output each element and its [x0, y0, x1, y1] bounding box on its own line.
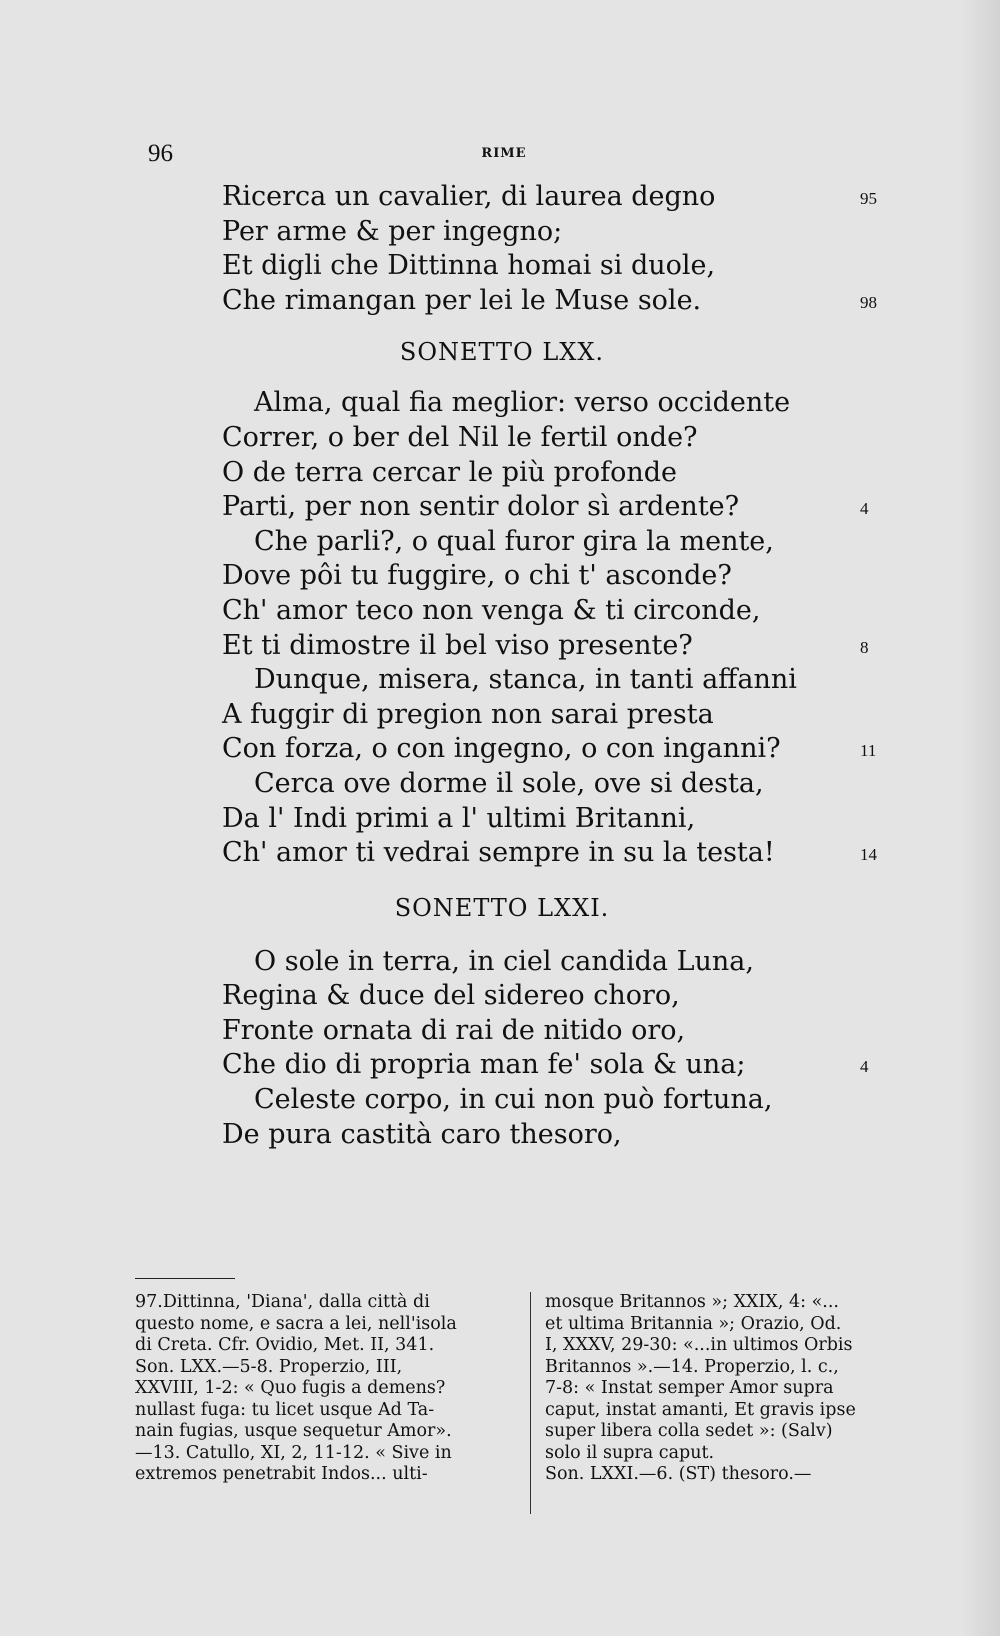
sonnet-71-lines	[222, 945, 902, 1153]
line-number: 4	[860, 499, 869, 519]
running-head: RIME	[481, 146, 527, 161]
poem-line	[222, 732, 902, 767]
poem-line-text: Fronte ornata di rai de nitido oro,	[222, 1014, 686, 1046]
poem-line-text: Per arme & per ingegno;	[222, 215, 563, 247]
page-number: 96	[148, 140, 173, 167]
poem-line	[222, 629, 902, 664]
poem-line-text: O sole in terra, in ciel candida Luna,	[254, 945, 754, 977]
poem-line	[222, 284, 902, 319]
poem-line-text: Et ti dimostre il bel viso presente?	[222, 629, 693, 661]
footnotes	[135, 1292, 905, 1522]
line-number: 14	[860, 845, 877, 865]
poem-line-text: Celeste corpo, in cui non può fortuna,	[254, 1084, 773, 1116]
poem-line	[222, 1083, 902, 1118]
page-header	[148, 140, 860, 180]
poem-line-text: Alma, qual fia meglior: verso occidente	[254, 387, 791, 419]
poem-line-text: Et digli che Dittinna homai si duole,	[222, 250, 716, 282]
footnote-line: 97.Dittinna, 'Diana', dalla città di	[135, 1292, 430, 1312]
poem-line-text: Con forza, o con ingegno, o con inganni?	[222, 733, 781, 765]
poem-text-block	[222, 180, 902, 1152]
poem-line	[222, 386, 902, 421]
footnote-line: 7-8: « Instat semper Amor supra	[545, 1378, 834, 1398]
poem-line-text: Che parli?, o qual furor gira la mente,	[254, 525, 774, 557]
poem-line	[222, 525, 902, 560]
sonnet-70-lines	[222, 386, 902, 870]
footnote-line: questo nome, e sacra a lei, nell'isola	[135, 1313, 457, 1334]
footnotes-right-column	[530, 1292, 915, 1514]
footnote-line: solo il supra caput.	[545, 1442, 715, 1463]
poem-line	[222, 663, 902, 698]
footnote-line: —13. Catullo, XI, 2, 11-12. « Sive in	[135, 1442, 452, 1463]
poem-line-text: Parti, per non sentir dolor sì ardente?	[222, 491, 740, 523]
poem-line	[222, 1048, 902, 1083]
line-number: 98	[860, 292, 877, 312]
poem-line	[222, 1014, 902, 1049]
line-number: 8	[860, 637, 869, 657]
line-number: 4	[860, 1057, 869, 1077]
poem-line	[222, 979, 902, 1014]
footnote-line: et ultima Britannia »; Orazio, Od.	[545, 1313, 842, 1334]
poem-line	[222, 559, 902, 594]
poem-line	[222, 698, 902, 733]
poem-line-text: Ch' amor teco non venga & ti circonde,	[222, 594, 761, 626]
poem-line-text: De pura castità caro thesoro,	[222, 1118, 622, 1150]
line-number: 11	[860, 741, 877, 761]
footnote-line: I, XXXV, 29-30: «...in ultimos Orbis	[545, 1335, 853, 1355]
poem-line-text: Dove pôi tu fuggire, o chi t' asconde?	[222, 560, 732, 592]
footnote-line: extremos penetrabit Indos... ulti-	[135, 1464, 428, 1484]
poem-line	[222, 421, 902, 456]
footnote-line: mosque Britannos »; XXIX, 4: «...	[545, 1292, 839, 1312]
footnote-line: XXVIII, 1-2: « Quo fugis a demens?	[135, 1378, 446, 1398]
poem-line-text: Dunque, misera, stanca, in tanti affanni	[254, 664, 797, 696]
footnote-line: caput, instat amanti, Et gravis ipse	[545, 1399, 856, 1420]
poem-line	[222, 456, 902, 491]
footnote-line: super libera colla sedet »: (Salv)	[545, 1421, 833, 1441]
poem-line	[222, 249, 902, 284]
footnote-line: nullast fuga: tu licet usque Ad Ta-	[135, 1399, 435, 1420]
poem-continuation	[222, 180, 902, 318]
poem-line	[222, 802, 902, 837]
footnote-line: nain fugias, usque sequetur Amor».	[135, 1421, 452, 1441]
poem-line-text: A fuggir di pregion non sarai presta	[222, 698, 714, 730]
poem-line	[222, 945, 902, 980]
sonnet-71-heading: SONETTO LXXI.	[394, 893, 610, 922]
poem-line	[222, 1118, 902, 1153]
footnote-line: Britannos ».—14. Properzio, l. c.,	[545, 1356, 839, 1377]
poem-line	[222, 836, 902, 871]
line-number: 95	[860, 189, 877, 208]
poem-line-text: Correr, o ber del Nil le fertil onde?	[222, 421, 698, 453]
page-edge-shadow	[960, 0, 1000, 1636]
poem-line	[222, 594, 902, 629]
footnote-line: Son. LXXI.—6. (ST) thesoro.—	[545, 1464, 812, 1484]
footnote-line: di Creta. Cfr. Ovidio, Met. II, 341.	[135, 1335, 435, 1355]
footnote-line: Son. LXX.—5-8. Properzio, III,	[135, 1356, 403, 1377]
poem-line-text: O de terra cercar le più profonde	[222, 456, 678, 488]
poem-line	[222, 490, 902, 525]
footnotes-left-column	[135, 1292, 519, 1486]
poem-line-text: Cerca ove dorme il sole, ove si desta,	[254, 767, 764, 799]
poem-line-text: Ch' amor ti vedrai sempre in su la testa!	[222, 837, 775, 869]
sonnet-70-heading: SONETTO LXX.	[399, 338, 605, 367]
poem-line	[222, 215, 902, 250]
poem-line-text: Ricerca un cavalier, di laurea degno	[222, 181, 716, 212]
poem-line-text: Da l' Indi primi a l' ultimi Britanni,	[222, 802, 696, 834]
poem-line-text: Che dio di propria man fe' sola & una;	[222, 1049, 746, 1081]
poem-line-text: Regina & duce del sidereo choro,	[222, 980, 680, 1012]
footnote-rule	[135, 1278, 235, 1279]
poem-line	[222, 180, 902, 215]
poem-line-text: Che rimangan per lei le Muse sole.	[222, 284, 702, 316]
poem-line	[222, 767, 902, 802]
